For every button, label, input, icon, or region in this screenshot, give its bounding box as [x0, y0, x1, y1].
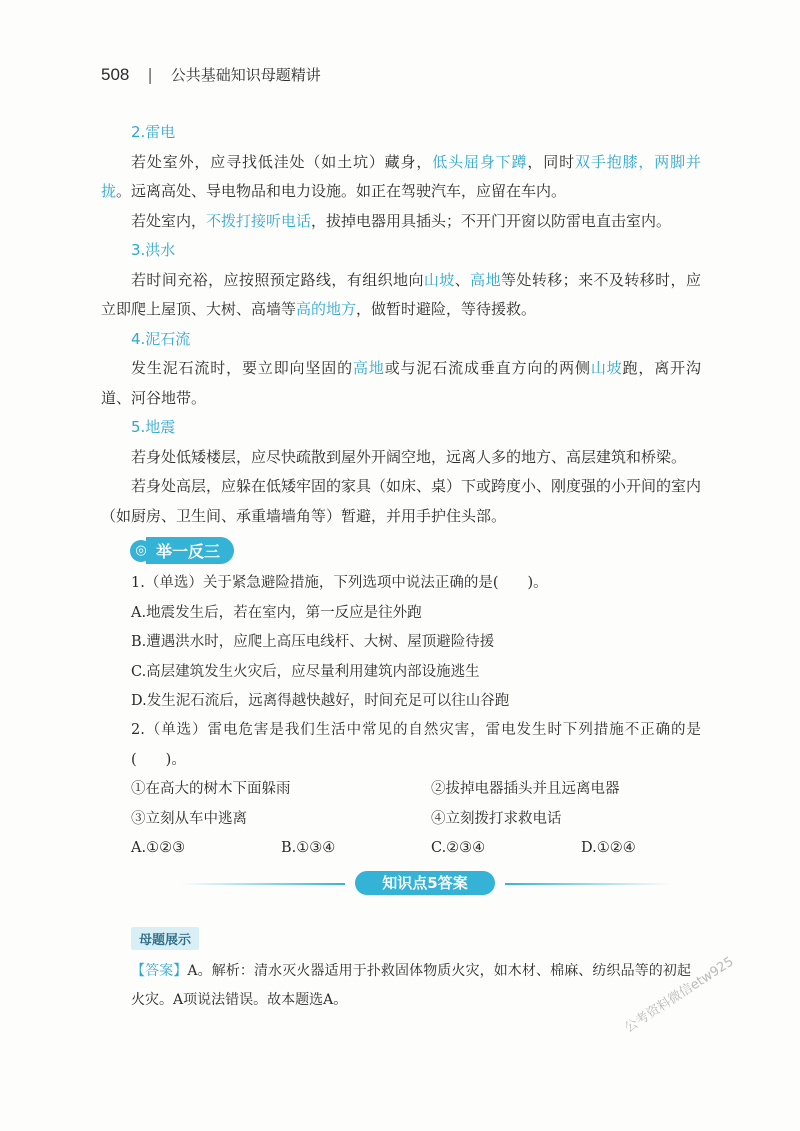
watermark: 公考资料微信etw925: [622, 954, 737, 1036]
section-paragraph: [101, 443, 701, 473]
question-2-options: [131, 834, 701, 864]
section-paragraph: [101, 472, 701, 531]
example-heading: [130, 537, 234, 564]
question-1-option-c: C.高层建筑发生火灾后，应尽量利用建筑内部设施逃生: [131, 663, 480, 680]
section-heading: 3.洪水: [131, 241, 176, 259]
book-title: 公共基础知识母题精讲: [170, 66, 321, 84]
question-2-item-3: ③立刻从车中逃离: [131, 810, 247, 827]
paragraph-text: 或与泥石流成垂直方向的两侧: [384, 359, 591, 377]
section-heading: 5.地震: [131, 418, 176, 436]
question-1: [131, 569, 706, 717]
paragraph-text: 若身处低矮楼层，应尽快疏散到屋外开阔空地，远离人多的地方、高层建筑和桥梁。: [131, 447, 687, 466]
paragraph-text: ，拔掉电器用具插头；不开门开窗以防雷电直击室内。: [311, 211, 672, 230]
section-heading: 2.雷电: [131, 123, 176, 141]
question-2: [131, 716, 701, 864]
paragraph-text: 若处室外，应寻找低洼处（如土坑）藏身，: [131, 152, 433, 171]
section-heading: 4.泥石流: [131, 329, 191, 348]
question-2-option-a: A.①②③: [131, 840, 186, 856]
section-paragraph: [101, 207, 701, 237]
question-2-item-2: ②拔掉电器插头并且远离电器: [431, 781, 620, 797]
answer-text: A。解析：清水灭火器适用于扑救固体物质火灾，如木材、棉麻、纺织品等的初起火灾。A项说法错误。故本题选A。: [131, 963, 692, 1008]
example-icon: ◎: [130, 540, 152, 562]
highlighted-text: 高地: [470, 270, 501, 289]
divider-line-right: [505, 883, 670, 885]
paragraph-text: ，同时: [527, 152, 575, 171]
answer-bracket: 【答案】: [131, 963, 188, 979]
section-paragraph: [101, 266, 701, 325]
question-2-stem: 2.（单选）雷电危害是我们生活中常见的自然灾害，雷电发生时下列措施不正确的是( )。: [131, 722, 701, 768]
highlighted-text: 山坡: [423, 270, 455, 289]
paragraph-text: 等处转移；来不及转移时，应立即爬上屋顶、大树、高墙等: [101, 270, 701, 318]
question-2-item-1: ①在高大的树木下面躲雨: [131, 781, 291, 797]
page-header: [101, 64, 321, 85]
question-2-item-4: ④立刻拨打求救电话: [431, 810, 562, 827]
header-separator: |: [147, 65, 153, 84]
answer-tag: 母题展示: [131, 927, 199, 950]
paragraph-text: 若身处高层，应躲在低矮牢固的家具（如床、桌）下或跨度小、刚度强的小开间的室内（如厨房、卫生间、承重墙墙角等）暂避，并用手护住头部。: [101, 477, 702, 525]
question-2-items-row-2: [131, 805, 701, 835]
answer-divider-title: 知识点5答案: [355, 871, 495, 895]
question-1-stem: 1.（单选）关于紧急避险措施，下列选项中说法正确的是( )。: [131, 575, 548, 591]
highlighted-text: 高地: [352, 359, 385, 377]
question-2-items-row-1: [131, 775, 701, 805]
paragraph-text: 若处室内，: [131, 211, 207, 230]
paragraph-text: 若时间充裕，应按照预定路线，有组织地向: [131, 270, 424, 289]
paragraph-text: 、: [454, 270, 471, 289]
answer-divider: [180, 874, 670, 892]
question-1-option-a: A.地震发生后，若在室内，第一反应是往外跑: [131, 604, 422, 621]
highlighted-text: 山坡: [590, 359, 623, 377]
section-paragraph: [101, 148, 701, 207]
paragraph-text: 。远离高处、导电物品和电力设施。如正在驾驶汽车，应留在车内。: [116, 182, 567, 200]
example-title: 举一反三: [146, 537, 234, 564]
paragraph-text: ，做暂时避险，等待援救。: [356, 300, 537, 318]
question-2-option-b: B.①③④: [281, 840, 336, 856]
question-1-option-b: B.遭遇洪水时，应爬上高压电线杆、大树、屋顶避险待援: [131, 634, 495, 650]
highlighted-text: 高的地方: [296, 300, 357, 318]
answer-paragraph: [131, 957, 691, 1015]
paragraph-text: 发生泥石流时，要立即向坚固的: [131, 359, 353, 377]
question-2-option-d: D.①②④: [581, 840, 636, 856]
section-paragraph: [101, 354, 701, 413]
body-sections: [101, 118, 701, 531]
highlighted-text: 低头屈身下蹲: [432, 152, 528, 171]
paragraph-text: 跑，离开沟道、河谷地带。: [101, 359, 701, 407]
page-number: 508: [101, 64, 130, 84]
highlighted-text: 双手抱膝，两脚并拢: [101, 152, 701, 200]
question-2-option-c: C.②③④: [431, 840, 486, 856]
divider-line-left: [180, 883, 345, 885]
highlighted-text: 不拨打接听电话: [206, 211, 312, 230]
question-1-option-d: D.发生泥石流后，远离得越快越好，时间充足可以往山谷跑: [131, 693, 510, 709]
